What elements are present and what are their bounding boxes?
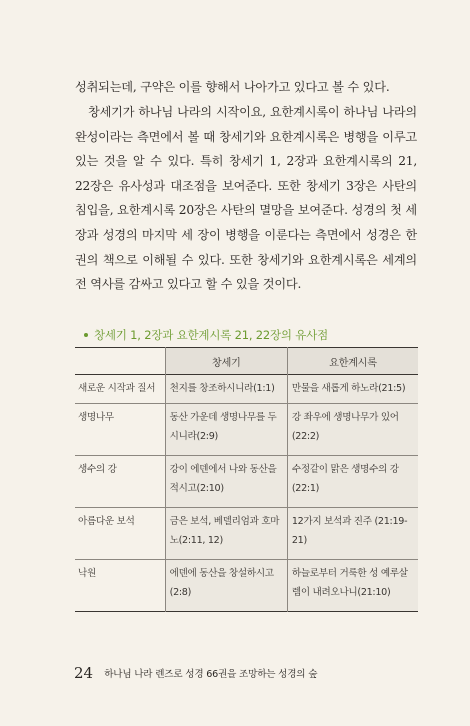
genesis-cell: 천지를 창조하시니라(1:1) <box>165 375 287 404</box>
row-topic: 생명나무 <box>78 411 114 423</box>
row-topic: 낙원 <box>78 567 96 579</box>
table-row <box>75 403 418 455</box>
table-header-row <box>75 348 418 375</box>
row-topic: 생수의 강 <box>78 463 117 475</box>
table-row <box>75 559 418 611</box>
bullet-icon <box>84 333 88 337</box>
table-caption <box>84 327 328 343</box>
revelation-cell: 만물을 새롭게 하노라(21:5) <box>287 375 418 404</box>
revelation-cell: 강 좌우에 생명나무가 있어 (22:2) <box>287 403 418 455</box>
header-cell-empty <box>75 348 165 375</box>
revelation-cell: 12가지 보석과 진주 (21:19-21) <box>287 507 418 559</box>
genesis-cell: 금은 보석, 베델리엄과 호마노(2:11, 12) <box>165 507 287 559</box>
body-paragraph: 성취되는데, 구약은 이를 향해서 나아가고 있다고 볼 수 있다. <box>75 80 390 94</box>
row-topic: 아름다운 보석 <box>78 515 135 527</box>
row-topic: 새로운 시작과 질서 <box>78 383 156 394</box>
revelation-cell: 수정같이 맑은 생명수의 강 (22:1) <box>287 455 418 507</box>
page-footer <box>74 662 317 682</box>
comparison-table <box>75 347 418 612</box>
genesis-cell: 동산 가운데 생명나무를 두시니라(2:9) <box>165 403 287 455</box>
header-cell-genesis: 창세기 <box>165 348 287 375</box>
genesis-cell: 에덴에 동산을 창설하시고 (2:8) <box>165 559 287 611</box>
genesis-cell: 강이 에덴에서 나와 동산을 적시고(2:10) <box>165 455 287 507</box>
running-title: 하나님 나라 렌즈로 성경 66권을 조망하는 성경의 숲 <box>104 669 318 680</box>
page-number: 24 <box>74 664 94 682</box>
table-row <box>75 455 418 507</box>
body-paragraph: 창세기가 하나님 나라의 시작이요, 요한계시록이 하나님 나라의 완성이라는 측면에서 볼 때 창세기와 요한계시록은 병행을 이루고 있는 것을 알 수 있다. 특히 창세기 1, 2장과 요한계시록의 21, 22장은 유사성과 대조점을 보여준다. 또한 창세기 3장은 사탄의 침입을, 요한계시록 20장은 사탄의 멸망을 보여준다. 성경의 첫 세 장과 성경의 마지막 세 장이 병행을 이룬다는 측면에서 성경은 한 권의 책으로 이해될 수 있다. 또한 창세기와 요한계시록은 세계의 전 역사를 감싸고 있다고 할 수 있을 것이다. <box>75 105 417 292</box>
table-row <box>75 507 418 559</box>
header-cell-revelation: 요한계시록 <box>287 348 418 375</box>
table-caption-text: 창세기 1, 2장과 요한계시록 21, 22장의 유사점 <box>94 328 328 342</box>
revelation-cell: 하늘로부터 거룩한 성 예루살렘이 내려오나니(21:10) <box>287 559 418 611</box>
table-row <box>75 375 418 404</box>
